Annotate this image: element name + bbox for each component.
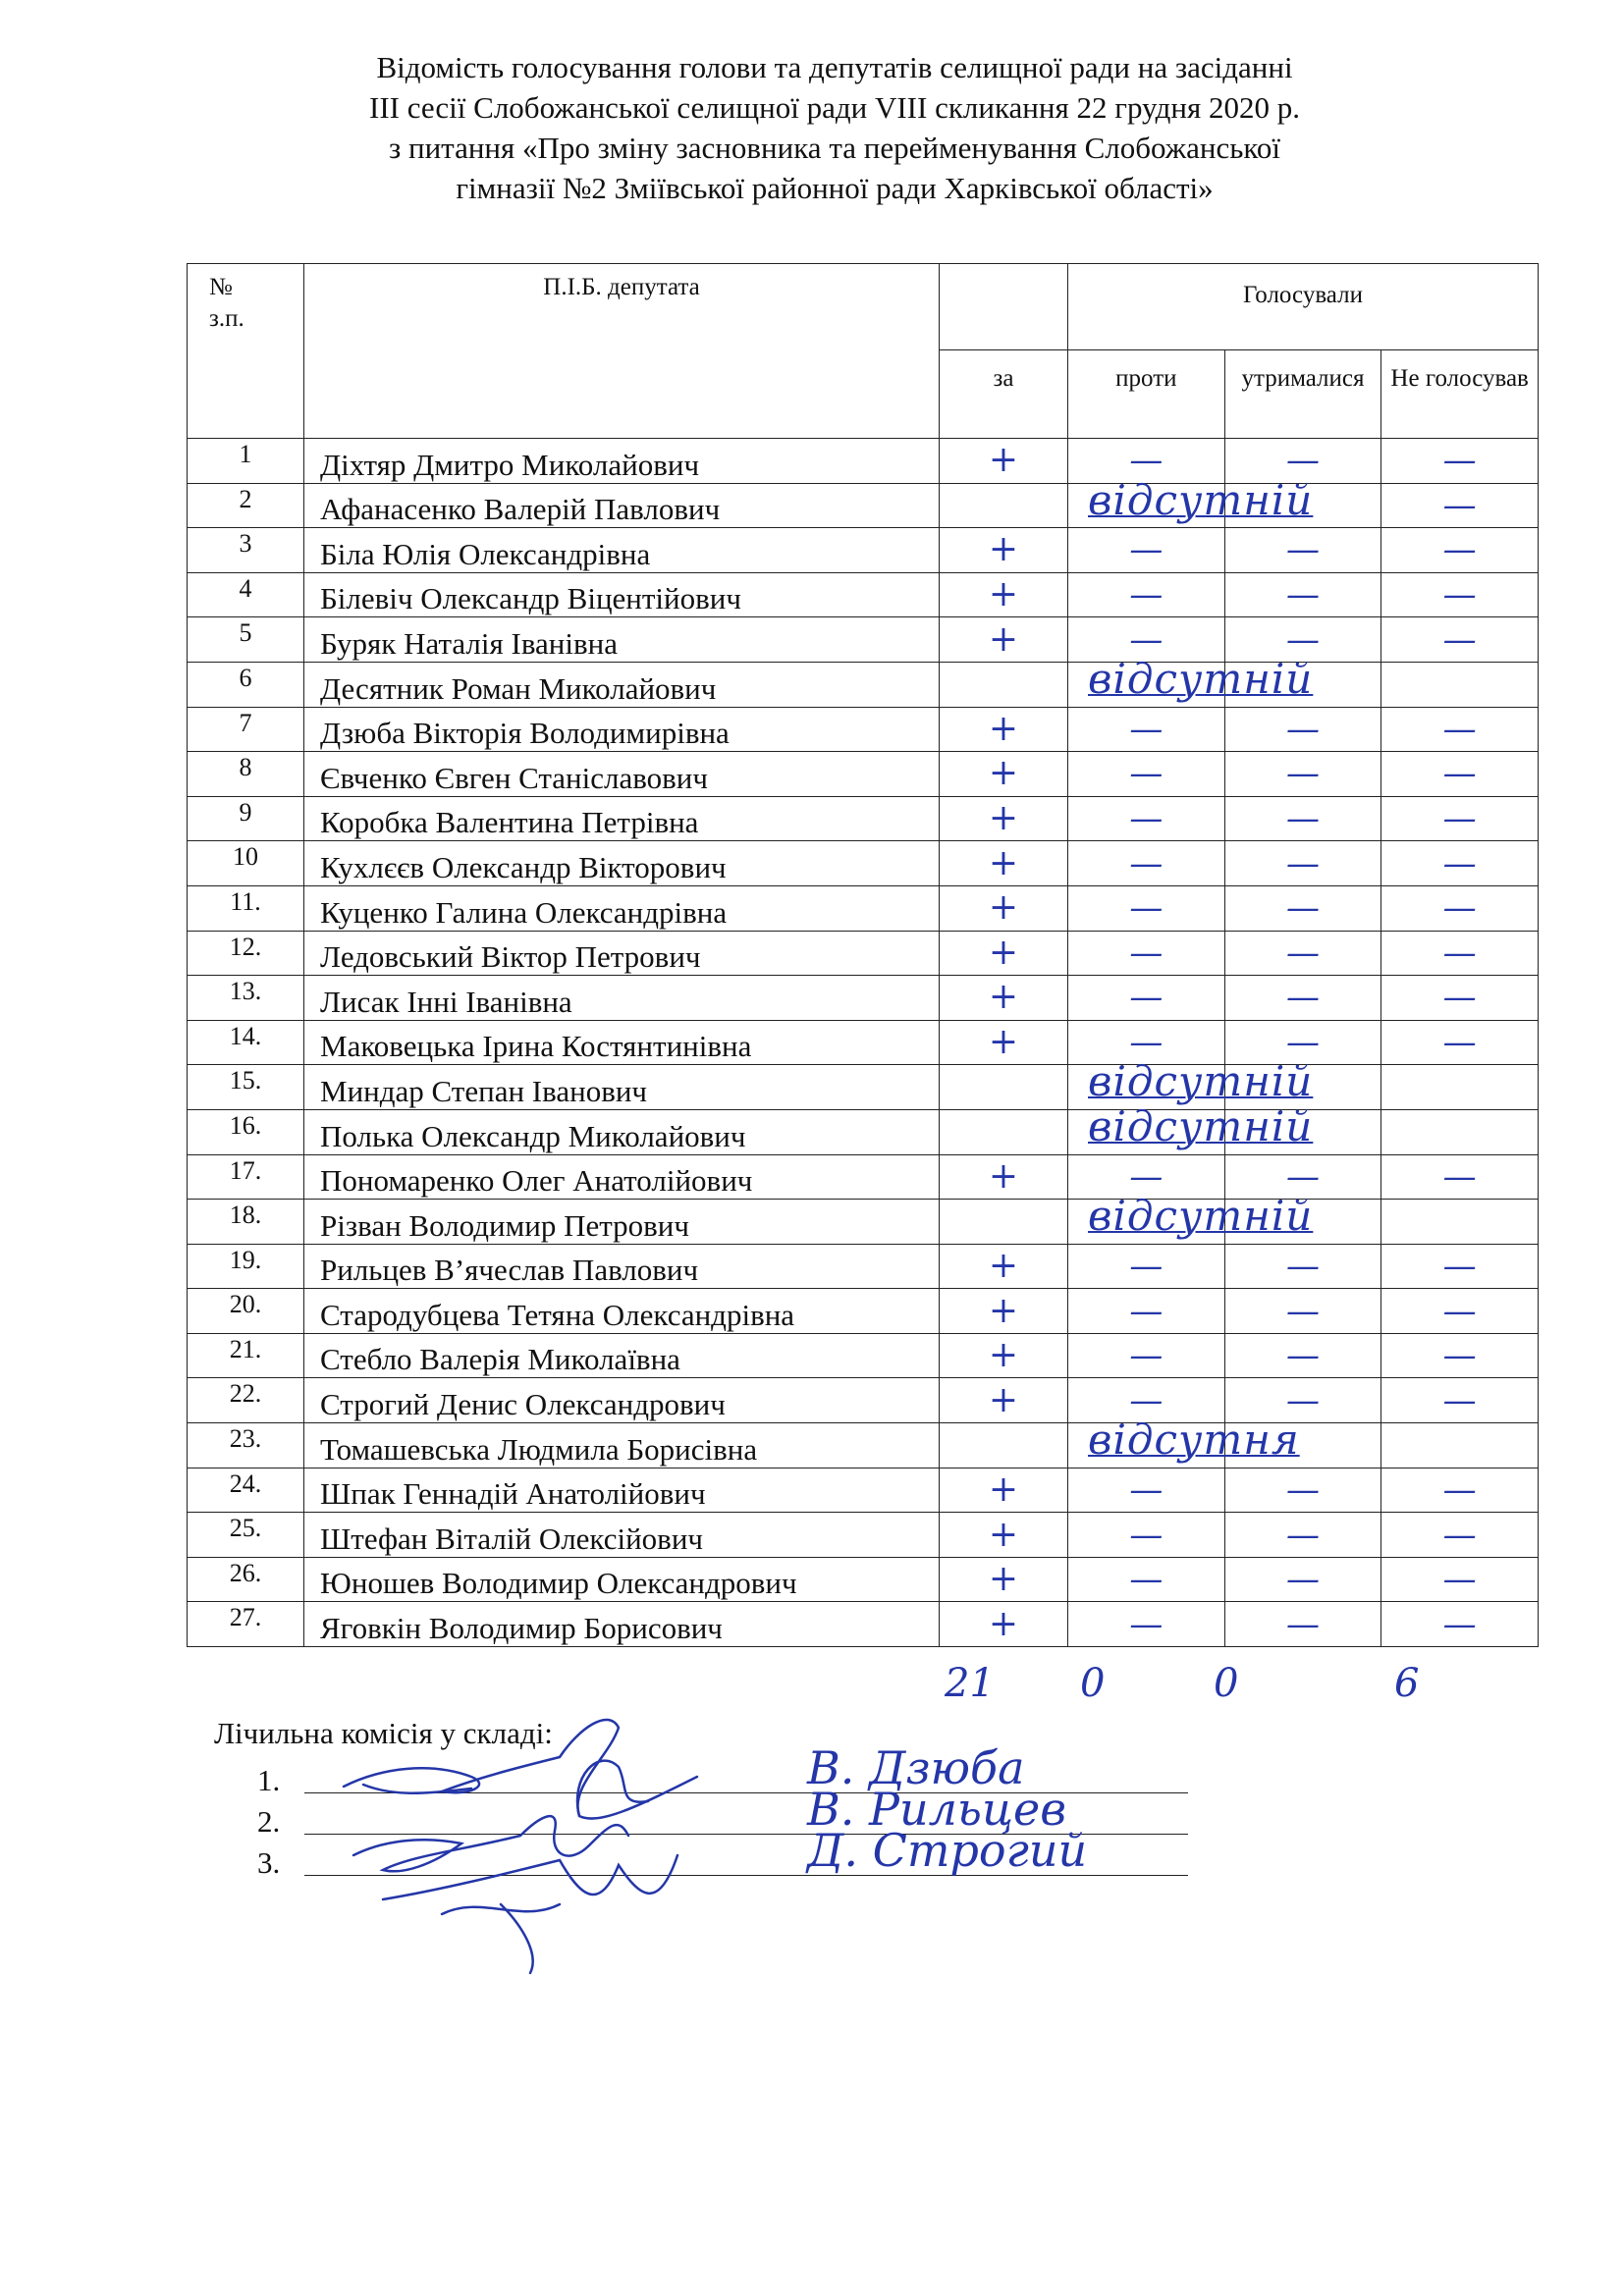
vote-abstained-mark: —: [1285, 530, 1320, 570]
vote-against-cell: [1068, 841, 1225, 886]
vote-abstained-mark: —: [1285, 1291, 1320, 1331]
vote-not-voted-mark: —: [1442, 978, 1477, 1018]
vote-not-voted-cell: [1381, 1154, 1539, 1200]
vote-abstained-mark: —: [1285, 1246, 1320, 1286]
vote-against-mark: —: [1129, 978, 1164, 1018]
vote-against-mark: —: [1129, 1380, 1164, 1420]
vote-for-mark: +: [988, 440, 1019, 481]
header-against: проти: [1068, 350, 1225, 439]
row-number: 10: [188, 841, 304, 886]
vote-not-voted-mark: —: [1442, 843, 1477, 883]
deputy-name: Різван Володимир Петрович: [304, 1200, 940, 1245]
vote-against-mark: —: [1129, 441, 1164, 481]
table-row: [188, 707, 1539, 752]
vote-against-cell: [1068, 1101, 1314, 1154]
vote-not-voted-cell: [1381, 885, 1539, 931]
vote-not-voted-mark: —: [1442, 1469, 1477, 1510]
vote-not-voted-mark: —: [1442, 485, 1477, 525]
header-number: № з.п.: [188, 264, 304, 439]
absent-note: відсутній: [1088, 1101, 1314, 1150]
vote-abstained-cell: [1224, 1333, 1381, 1378]
vote-for-cell: [940, 1557, 1068, 1602]
vote-for-mark: +: [988, 977, 1019, 1018]
commission-member: [257, 1824, 1088, 1881]
vote-not-voted-cell: [1381, 662, 1539, 707]
vote-against-cell: [1068, 796, 1225, 841]
row-number: 11.: [188, 885, 304, 931]
table-row: [188, 617, 1539, 663]
vote-not-voted-mark: —: [1442, 799, 1477, 839]
vote-not-voted-cell: [1381, 572, 1539, 617]
table-row: [188, 796, 1539, 841]
vote-not-voted-cell: [1381, 1065, 1539, 1110]
vote-not-voted-cell: [1381, 617, 1539, 663]
vote-not-voted-cell: [1381, 1020, 1539, 1065]
title-line: гімназії №2 Зміївської районної ради Харківської області»: [456, 171, 1214, 205]
vote-for-cell: [940, 976, 1068, 1021]
row-number: 12.: [188, 931, 304, 976]
vote-abstained-mark: —: [1285, 843, 1320, 883]
vote-not-voted-cell: [1381, 1200, 1539, 1245]
deputy-name: Строгий Денис Олександрович: [304, 1378, 940, 1423]
vote-against-mark: —: [1129, 530, 1164, 570]
vote-for-cell: [940, 752, 1068, 797]
deputy-name: Штефан Віталій Олексійович: [304, 1513, 940, 1558]
deputy-name: Рильцев В’ячеслав Павлович: [304, 1244, 940, 1289]
table-row: [188, 439, 1539, 484]
vote-against-cell: [1068, 752, 1225, 797]
vote-for-cell: [940, 841, 1068, 886]
vote-for-cell: [940, 1378, 1068, 1423]
vote-against-mark: —: [1129, 1604, 1164, 1644]
vote-not-voted-mark: —: [1442, 530, 1477, 570]
vote-for-mark: +: [988, 1022, 1019, 1063]
absent-note: відсутній: [1088, 654, 1314, 703]
deputy-name: Ледовський Віктор Петрович: [304, 931, 940, 976]
absent-note: відсутній: [1088, 475, 1314, 524]
vote-for-cell: [940, 1109, 1068, 1154]
vote-for-cell: [940, 885, 1068, 931]
vote-not-voted-mark: —: [1442, 754, 1477, 794]
vote-against-mark: —: [1129, 843, 1164, 883]
vote-not-voted-mark: —: [1442, 888, 1477, 929]
vote-abstained-mark: —: [1285, 1469, 1320, 1510]
deputy-name: Кухлєєв Олександр Вікторович: [304, 841, 940, 886]
row-number: 15.: [188, 1065, 304, 1110]
table-row: [188, 528, 1539, 573]
table-row: [188, 1378, 1539, 1423]
absent-note: відсутній: [1088, 1057, 1314, 1106]
vote-against-cell: [1068, 1557, 1225, 1602]
vote-against-cell: [1068, 885, 1225, 931]
vote-abstained-mark: —: [1285, 1604, 1320, 1644]
row-number: 20.: [188, 1289, 304, 1334]
vote-not-voted-mark: —: [1442, 575, 1477, 615]
vote-abstained-mark: —: [1285, 1560, 1320, 1600]
deputy-name: Полька Олександр Миколайович: [304, 1109, 940, 1154]
vote-not-voted-cell: [1381, 752, 1539, 797]
vote-against-cell: [1068, 1244, 1225, 1289]
deputy-name: Буряк Наталія Іванівна: [304, 617, 940, 663]
vote-not-voted-mark: —: [1442, 1560, 1477, 1600]
vote-abstained-cell: [1224, 796, 1381, 841]
row-number: 7: [188, 707, 304, 752]
table-row: [188, 1154, 1539, 1200]
vote-against-mark: —: [1129, 1336, 1164, 1376]
vote-abstained-mark: —: [1285, 575, 1320, 615]
vote-abstained-mark: —: [1285, 1380, 1320, 1420]
vote-for-mark: +: [988, 1155, 1019, 1197]
vote-for-cell: [940, 1020, 1068, 1065]
vote-against-mark: —: [1129, 619, 1164, 660]
member-number: 1.: [257, 1763, 281, 1797]
row-number: 23.: [188, 1423, 304, 1468]
member-number: 2.: [257, 1804, 281, 1839]
vote-not-voted-mark: —: [1442, 1380, 1477, 1420]
vote-against-mark: —: [1129, 1515, 1164, 1555]
row-number: 8: [188, 752, 304, 797]
deputy-name: Десятник Роман Миколайович: [304, 662, 940, 707]
member-name: Д. Строгий: [807, 1824, 1088, 1877]
row-number: 6: [188, 662, 304, 707]
vote-against-cell: [1068, 475, 1314, 528]
row-number: 17.: [188, 1154, 304, 1200]
row-number: 4: [188, 572, 304, 617]
row-number: 16.: [188, 1109, 304, 1154]
vote-not-voted-cell: [1381, 707, 1539, 752]
deputy-name: Шпак Геннадій Анатолійович: [304, 1468, 940, 1513]
table-row: [188, 1602, 1539, 1647]
commission-member: [257, 1783, 1067, 1840]
vote-for-cell: [940, 931, 1068, 976]
vote-against-mark: —: [1129, 1023, 1164, 1063]
vote-for-cell: [940, 1200, 1068, 1245]
vote-abstained-cell: [1224, 1468, 1381, 1513]
vote-for-cell: [940, 1513, 1068, 1558]
vote-not-voted-mark: —: [1442, 1604, 1477, 1644]
table-row: [188, 1244, 1539, 1289]
vote-against-mark: —: [1129, 1560, 1164, 1600]
vote-for-mark: +: [988, 1290, 1019, 1331]
vote-for-cell: [940, 528, 1068, 573]
vote-not-voted-mark: —: [1442, 1246, 1477, 1286]
vote-not-voted-cell: [1381, 1378, 1539, 1423]
title-line: з питання «Про зміну засновника та перейменування Слобожанської: [388, 131, 1281, 165]
table-row: [188, 1468, 1539, 1513]
vote-not-voted-cell: [1381, 483, 1539, 528]
vote-not-voted-cell: [1381, 1333, 1539, 1378]
table-row: [188, 662, 1539, 707]
table-row: [188, 1109, 1539, 1154]
title-line: Відомість голосування голови та депутатів селищної ради на засіданні: [376, 50, 1293, 84]
vote-against-cell: [1068, 1602, 1225, 1647]
table-row: [188, 1020, 1539, 1065]
vote-against-cell: [1068, 1468, 1225, 1513]
header-abstained: утрималися: [1224, 350, 1381, 439]
header-name: П.І.Б. депутата: [304, 264, 940, 439]
vote-not-voted-mark: —: [1442, 441, 1477, 481]
vote-against-mark: —: [1129, 888, 1164, 929]
deputy-name: Стебло Валерія Миколаївна: [304, 1333, 940, 1378]
vote-against-mark: —: [1129, 709, 1164, 749]
member-name: В. Рильцев: [807, 1783, 1067, 1836]
total-abstained: 0: [1214, 1661, 1239, 1706]
deputy-name: Коробка Валентина Петрівна: [304, 796, 940, 841]
vote-for-mark: +: [988, 798, 1019, 839]
deputy-name: Томашевська Людмила Борисівна: [304, 1423, 940, 1468]
header-blank: [940, 264, 1068, 350]
vote-abstained-mark: —: [1285, 441, 1320, 481]
vote-not-voted-cell: [1381, 1423, 1539, 1468]
document-title: [177, 47, 1492, 208]
deputy-name: Білевіч Олександр Віцентійович: [304, 572, 940, 617]
table-row: [188, 1557, 1539, 1602]
row-number: 2: [188, 483, 304, 528]
vote-abstained-cell: [1224, 931, 1381, 976]
table-row: [188, 752, 1539, 797]
vote-abstained-cell: [1224, 707, 1381, 752]
vote-abstained-cell: [1224, 528, 1381, 573]
row-number: 3: [188, 528, 304, 573]
row-number: 27.: [188, 1602, 304, 1647]
vote-not-voted-cell: [1381, 1109, 1539, 1154]
vote-abstained-cell: [1224, 1244, 1381, 1289]
table-row: [188, 1513, 1539, 1558]
vote-abstained-mark: —: [1285, 1336, 1320, 1376]
vote-not-voted-cell: [1381, 528, 1539, 573]
deputy-name: Яговкін Володимир Борисович: [304, 1602, 940, 1647]
total-against: 0: [1080, 1661, 1106, 1706]
table-row: [188, 1423, 1539, 1468]
vote-against-cell: [1068, 528, 1225, 573]
vote-against-mark: —: [1129, 754, 1164, 794]
vote-against-cell: [1068, 1415, 1300, 1468]
vote-not-voted-cell: [1381, 841, 1539, 886]
absent-note: відсутня: [1088, 1415, 1300, 1465]
deputy-name: Афанасенко Валерій Павлович: [304, 483, 940, 528]
deputy-name: Миндар Степан Іванович: [304, 1065, 940, 1110]
vote-against-mark: —: [1129, 933, 1164, 973]
vote-against-mark: —: [1129, 575, 1164, 615]
table-row: [188, 1333, 1539, 1378]
vote-abstained-cell: [1224, 1602, 1381, 1647]
signatures-drawing: [324, 1669, 736, 1983]
voting-table: [187, 263, 1539, 1647]
row-number: 26.: [188, 1557, 304, 1602]
row-number: 21.: [188, 1333, 304, 1378]
vote-for-mark: +: [988, 1468, 1019, 1510]
vote-abstained-mark: —: [1285, 933, 1320, 973]
vote-abstained-mark: —: [1285, 1515, 1320, 1555]
vote-abstained-mark: —: [1285, 888, 1320, 929]
row-number: 25.: [188, 1513, 304, 1558]
vote-for-mark: +: [988, 1559, 1019, 1600]
vote-not-voted-mark: —: [1442, 1023, 1477, 1063]
vote-not-voted-cell: [1381, 796, 1539, 841]
vote-for-cell: [940, 1154, 1068, 1200]
vote-for-mark: +: [988, 887, 1019, 929]
vote-abstained-mark: —: [1285, 799, 1320, 839]
vote-for-cell: [940, 662, 1068, 707]
vote-abstained-mark: —: [1285, 1156, 1320, 1197]
vote-for-cell: [940, 617, 1068, 663]
table-row: [188, 483, 1539, 528]
vote-abstained-cell: [1224, 841, 1381, 886]
row-number: 5: [188, 617, 304, 663]
commission-label: Лічильна комісія у складі:: [214, 1716, 553, 1750]
vote-abstained-cell: [1224, 1513, 1381, 1558]
header-for: за: [940, 350, 1068, 439]
vote-against-mark: —: [1129, 1246, 1164, 1286]
vote-abstained-cell: [1224, 1289, 1381, 1334]
table-row: [188, 572, 1539, 617]
vote-for-cell: [940, 1244, 1068, 1289]
absent-note: відсутній: [1088, 1192, 1314, 1241]
vote-for-mark: +: [988, 529, 1019, 570]
vote-against-cell: [1068, 572, 1225, 617]
vote-not-voted-mark: —: [1442, 933, 1477, 973]
vote-against-cell: [1068, 1192, 1314, 1245]
vote-for-mark: +: [988, 708, 1019, 749]
vote-abstained-cell: [1224, 1557, 1381, 1602]
vote-not-voted-mark: —: [1442, 709, 1477, 749]
vote-against-mark: —: [1129, 1291, 1164, 1331]
vote-for-mark: +: [988, 1379, 1019, 1420]
member-name: В. Дзюба: [807, 1741, 1025, 1794]
deputy-name: Юношев Володимир Олександрович: [304, 1557, 940, 1602]
vote-not-voted-cell: [1381, 1244, 1539, 1289]
deputy-name: Біла Юлія Олександрівна: [304, 528, 940, 573]
vote-against-cell: [1068, 931, 1225, 976]
vote-for-mark: +: [988, 1245, 1019, 1286]
title-line: ІІІ сесії Слобожанської селищної ради VIII скликання 22 грудня 2020 р.: [369, 90, 1300, 125]
vote-for-cell: [940, 707, 1068, 752]
vote-for-mark: +: [988, 842, 1019, 883]
table-row: [188, 1200, 1539, 1245]
vote-abstained-cell: [1224, 752, 1381, 797]
deputy-name: Пономаренко Олег Анатолійович: [304, 1154, 940, 1200]
row-number: 1: [188, 439, 304, 484]
vote-not-voted-cell: [1381, 1557, 1539, 1602]
vote-for-mark: +: [988, 932, 1019, 973]
vote-not-voted-cell: [1381, 439, 1539, 484]
vote-for-mark: +: [988, 1335, 1019, 1376]
deputy-name: Євченко Євген Станіславович: [304, 752, 940, 797]
row-number: 22.: [188, 1378, 304, 1423]
vote-abstained-mark: —: [1285, 754, 1320, 794]
table-row: [188, 931, 1539, 976]
vote-against-cell: [1068, 707, 1225, 752]
table-row: [188, 1289, 1539, 1334]
row-number: 18.: [188, 1200, 304, 1245]
deputy-name: Дзюба Вікторія Володимирівна: [304, 707, 940, 752]
table-row: [188, 841, 1539, 886]
vote-for-cell: [940, 1468, 1068, 1513]
vote-against-mark: —: [1129, 1469, 1164, 1510]
vote-against-mark: —: [1129, 1156, 1164, 1197]
vote-for-cell: [940, 796, 1068, 841]
vote-for-cell: [940, 439, 1068, 484]
deputy-name: Стародубцева Тетяна Олександрівна: [304, 1289, 940, 1334]
vote-not-voted-cell: [1381, 1289, 1539, 1334]
deputy-name: Куценко Галина Олександрівна: [304, 885, 940, 931]
member-number: 3.: [257, 1845, 281, 1880]
vote-against-cell: [1068, 1513, 1225, 1558]
deputy-name: Лисак Інні Іванівна: [304, 976, 940, 1021]
vote-against-cell: [1068, 1333, 1225, 1378]
table-row: [188, 976, 1539, 1021]
total-not-voted: 6: [1394, 1661, 1420, 1706]
vote-for-mark: +: [988, 753, 1019, 794]
vote-abstained-cell: [1224, 885, 1381, 931]
vote-for-mark: +: [988, 618, 1019, 660]
vote-for-mark: +: [988, 1514, 1019, 1555]
row-number: 14.: [188, 1020, 304, 1065]
row-number: 13.: [188, 976, 304, 1021]
row-number: 9: [188, 796, 304, 841]
table-row: [188, 1065, 1539, 1110]
deputy-name: Діхтяр Дмитро Миколайович: [304, 439, 940, 484]
vote-not-voted-cell: [1381, 976, 1539, 1021]
vote-against-mark: —: [1129, 799, 1164, 839]
vote-for-mark: +: [988, 574, 1019, 615]
vote-not-voted-cell: [1381, 1468, 1539, 1513]
vote-not-voted-mark: —: [1442, 1291, 1477, 1331]
row-number: 24.: [188, 1468, 304, 1513]
row-number: 19.: [188, 1244, 304, 1289]
header-voted: Голосували: [1068, 264, 1539, 350]
vote-for-cell: [940, 1423, 1068, 1468]
vote-not-voted-mark: —: [1442, 1156, 1477, 1197]
vote-against-cell: [1068, 1289, 1225, 1334]
vote-for-cell: [940, 483, 1068, 528]
vote-against-cell: [1068, 976, 1225, 1021]
vote-not-voted-mark: —: [1442, 619, 1477, 660]
vote-for-cell: [940, 572, 1068, 617]
vote-for-cell: [940, 1333, 1068, 1378]
vote-abstained-mark: —: [1285, 978, 1320, 1018]
vote-not-voted-cell: [1381, 1602, 1539, 1647]
vote-not-voted-mark: —: [1442, 1515, 1477, 1555]
vote-abstained-cell: [1224, 976, 1381, 1021]
vote-for-cell: [940, 1065, 1068, 1110]
vote-abstained-mark: —: [1285, 709, 1320, 749]
commission-member: [257, 1741, 1025, 1798]
vote-for-mark: +: [988, 1603, 1019, 1644]
vote-against-cell: [1068, 654, 1314, 707]
table-row: [188, 885, 1539, 931]
vote-not-voted-cell: [1381, 1513, 1539, 1558]
vote-abstained-cell: [1224, 572, 1381, 617]
header-not-voted: Не голосував: [1381, 350, 1539, 439]
header-row: [188, 264, 1539, 350]
vote-not-voted-cell: [1381, 931, 1539, 976]
deputy-name: Маковецька Ірина Костянтинівна: [304, 1020, 940, 1065]
vote-for-cell: [940, 1289, 1068, 1334]
vote-abstained-mark: —: [1285, 619, 1320, 660]
vote-not-voted-mark: —: [1442, 1336, 1477, 1376]
vote-for-cell: [940, 1602, 1068, 1647]
vote-abstained-mark: —: [1285, 1023, 1320, 1063]
total-for: 21: [945, 1661, 995, 1706]
